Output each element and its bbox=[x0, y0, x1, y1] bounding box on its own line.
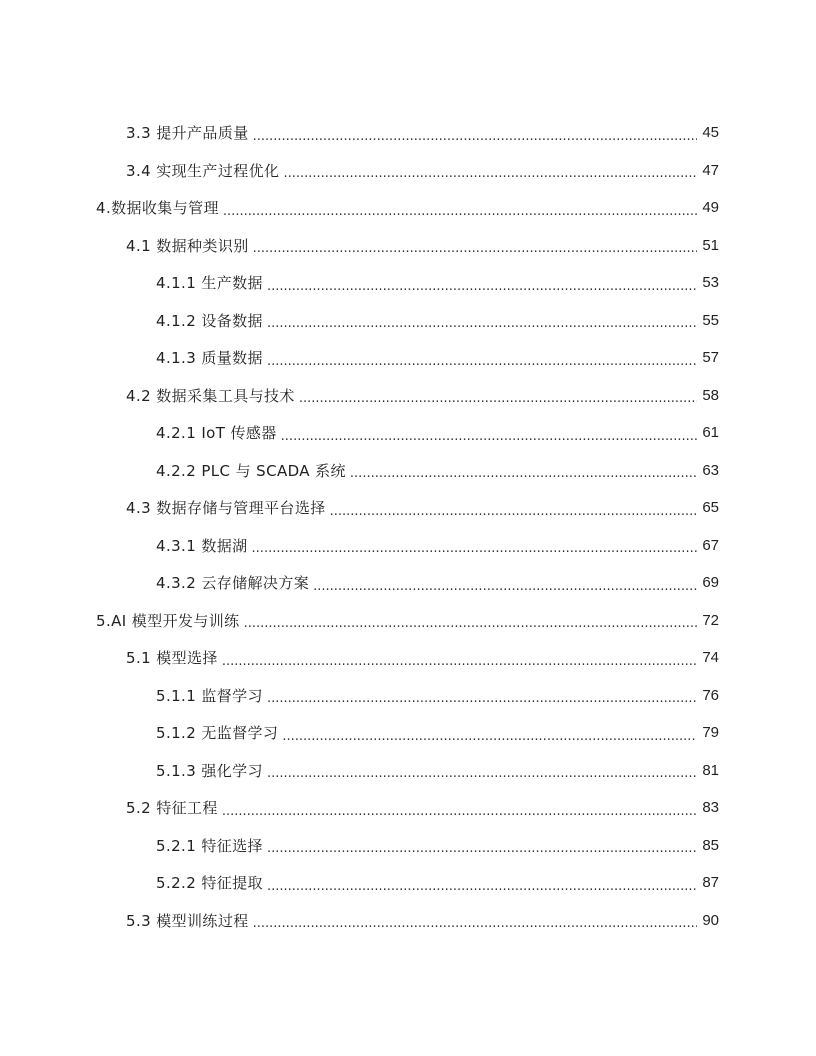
toc-page-number: 72 bbox=[702, 611, 719, 629]
toc-dot-leader bbox=[267, 692, 697, 714]
toc-entry-title: 5.AI 模型开发与训练 bbox=[96, 611, 240, 630]
toc-entry[interactable] bbox=[0, 864, 816, 902]
toc-page-number: 79 bbox=[702, 724, 719, 742]
toc-page-number: 90 bbox=[702, 911, 719, 929]
toc-dot-leader bbox=[222, 805, 697, 827]
toc-page-number: 63 bbox=[702, 461, 719, 479]
toc-dot-leader bbox=[267, 767, 697, 789]
toc-page-number: 67 bbox=[702, 536, 719, 554]
toc-entry[interactable] bbox=[0, 377, 816, 415]
toc-entry-title: 3.4 实现生产过程优化 bbox=[126, 161, 280, 180]
toc-dot-leader bbox=[283, 167, 697, 189]
toc-dot-leader bbox=[253, 130, 697, 152]
toc-entry[interactable] bbox=[0, 302, 816, 340]
toc-entry-title: 4.3 数据存储与管理平台选择 bbox=[126, 499, 326, 518]
toc-dot-leader bbox=[267, 842, 697, 864]
toc-page-number: 83 bbox=[702, 799, 719, 817]
toc-entry-title: 4.3.2 云存储解决方案 bbox=[156, 574, 310, 593]
toc-dot-leader bbox=[223, 205, 697, 227]
toc-dot-leader bbox=[253, 917, 697, 939]
toc-page-number: 58 bbox=[702, 386, 719, 404]
toc-entry[interactable] bbox=[0, 227, 816, 265]
toc-entry[interactable] bbox=[0, 564, 816, 602]
toc-dot-leader bbox=[253, 242, 697, 264]
toc-entry[interactable] bbox=[0, 789, 816, 827]
toc-page-number: 55 bbox=[702, 311, 719, 329]
toc-entry[interactable] bbox=[0, 114, 816, 152]
toc-entry-title: 5.1.2 无监督学习 bbox=[156, 724, 279, 743]
toc-page-number: 57 bbox=[702, 349, 719, 367]
toc-entry-title: 4.2.1 IoT 传感器 bbox=[156, 424, 277, 443]
toc-entry[interactable] bbox=[0, 414, 816, 452]
toc-page-number: 61 bbox=[702, 424, 719, 442]
toc-page-number: 47 bbox=[702, 161, 719, 179]
toc-entry[interactable] bbox=[0, 752, 816, 790]
toc-dot-leader bbox=[267, 880, 697, 902]
toc-page-number: 45 bbox=[702, 124, 719, 142]
toc-dot-leader bbox=[267, 317, 697, 339]
toc-dot-leader bbox=[222, 655, 697, 677]
toc-entry[interactable] bbox=[0, 527, 816, 565]
toc-entry[interactable] bbox=[0, 152, 816, 190]
toc-page-number: 87 bbox=[702, 874, 719, 892]
toc-entry[interactable] bbox=[0, 339, 816, 377]
toc-entry[interactable] bbox=[0, 602, 816, 640]
toc-entry[interactable] bbox=[0, 264, 816, 302]
toc-entry-title: 4.3.1 数据湖 bbox=[156, 536, 248, 555]
toc-entry-title: 4.2 数据采集工具与技术 bbox=[126, 386, 295, 405]
toc-page-number: 85 bbox=[702, 836, 719, 854]
toc-dot-leader bbox=[330, 505, 697, 527]
toc-page-number: 76 bbox=[702, 686, 719, 704]
toc-dot-leader bbox=[350, 467, 697, 489]
toc-dot-leader bbox=[244, 617, 697, 639]
toc-entry-title: 4.1.2 设备数据 bbox=[156, 311, 263, 330]
toc-entry-title: 5.2.1 特征选择 bbox=[156, 836, 263, 855]
toc-entry[interactable] bbox=[0, 827, 816, 865]
toc-dot-leader bbox=[299, 392, 697, 414]
toc-entry[interactable] bbox=[0, 189, 816, 227]
toc-entry-title: 5.2 特征工程 bbox=[126, 799, 218, 818]
toc-dot-leader bbox=[267, 280, 697, 302]
toc-page-number: 65 bbox=[702, 499, 719, 517]
table-of-contents bbox=[0, 114, 816, 939]
toc-entry[interactable] bbox=[0, 902, 816, 940]
toc-entry[interactable] bbox=[0, 714, 816, 752]
toc-page-number: 74 bbox=[702, 649, 719, 667]
toc-entry-title: 4.数据收集与管理 bbox=[96, 199, 219, 218]
toc-dot-leader bbox=[252, 542, 697, 564]
toc-page-number: 69 bbox=[702, 574, 719, 592]
toc-entry-title: 3.3 提升产品质量 bbox=[126, 124, 249, 143]
toc-page-number: 81 bbox=[702, 761, 719, 779]
toc-entry-title: 5.1 模型选择 bbox=[126, 649, 218, 668]
toc-entry-title: 4.1.1 生产数据 bbox=[156, 274, 263, 293]
toc-entry[interactable] bbox=[0, 639, 816, 677]
toc-entry-title: 5.3 模型训练过程 bbox=[126, 911, 249, 930]
toc-dot-leader bbox=[313, 580, 697, 602]
toc-entry-title: 5.2.2 特征提取 bbox=[156, 874, 263, 893]
toc-entry-title: 5.1.3 强化学习 bbox=[156, 761, 263, 780]
toc-entry[interactable] bbox=[0, 677, 816, 715]
toc-page-number: 51 bbox=[702, 236, 719, 254]
toc-entry-title: 5.1.1 监督学习 bbox=[156, 686, 263, 705]
toc-entry-title: 4.1.3 质量数据 bbox=[156, 349, 263, 368]
toc-page-number: 53 bbox=[702, 274, 719, 292]
toc-dot-leader bbox=[282, 730, 697, 752]
toc-entry[interactable] bbox=[0, 489, 816, 527]
toc-dot-leader bbox=[281, 430, 697, 452]
toc-dot-leader bbox=[267, 355, 697, 377]
toc-entry-title: 4.2.2 PLC 与 SCADA 系统 bbox=[156, 461, 346, 480]
toc-page-number: 49 bbox=[702, 199, 719, 217]
toc-entry[interactable] bbox=[0, 452, 816, 490]
toc-entry-title: 4.1 数据种类识别 bbox=[126, 236, 249, 255]
